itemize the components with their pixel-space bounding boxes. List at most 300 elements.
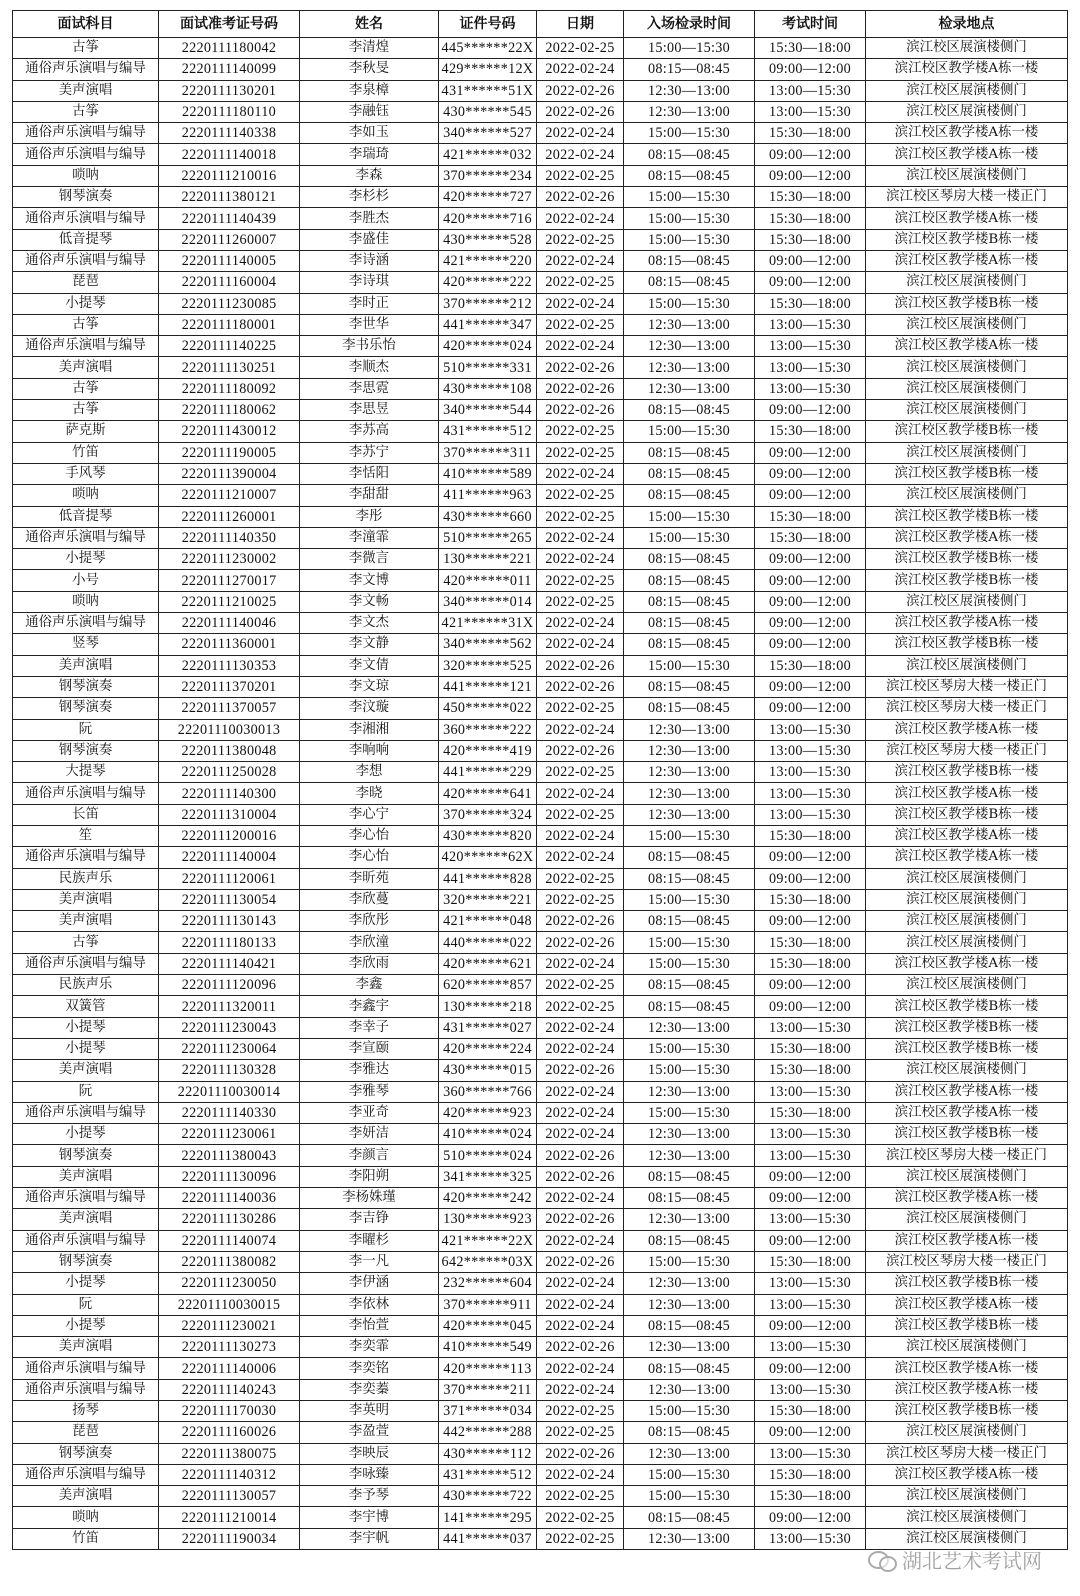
cell-checkin-location: 滨江校区展演楼侧门 bbox=[866, 442, 1068, 463]
cell-subject: 钢琴演奏 bbox=[13, 1443, 159, 1464]
cell-id-number: 410******549 bbox=[439, 1337, 537, 1358]
cell-date: 2022-02-24 bbox=[537, 1315, 624, 1336]
cell-date: 2022-02-25 bbox=[537, 996, 624, 1017]
cell-exam-time: 13:00—15:30 bbox=[755, 740, 866, 761]
header-subject: 面试科目 bbox=[13, 11, 159, 38]
cell-date: 2022-02-25 bbox=[537, 314, 624, 335]
cell-checkin-time: 08:15—08:45 bbox=[624, 272, 755, 293]
cell-subject: 美声演唱 bbox=[13, 1060, 159, 1081]
cell-subject: 通俗声乐演唱与编导 bbox=[13, 336, 159, 357]
table-row bbox=[13, 655, 1068, 676]
cell-ticket-number: 2220111130143 bbox=[159, 911, 300, 932]
table-row bbox=[13, 506, 1068, 527]
table-row bbox=[13, 1209, 1068, 1230]
cell-checkin-time: 08:15—08:45 bbox=[624, 165, 755, 186]
cell-date: 2022-02-25 bbox=[537, 698, 624, 719]
table-row bbox=[13, 591, 1068, 612]
cell-exam-time: 09:00—12:00 bbox=[755, 996, 866, 1017]
cell-name: 李心怡 bbox=[300, 847, 439, 868]
cell-checkin-time: 08:15—08:45 bbox=[624, 570, 755, 591]
cell-checkin-location: 滨江校区展演楼侧门 bbox=[866, 932, 1068, 953]
cell-id-number: 370******324 bbox=[439, 804, 537, 825]
cell-id-number: 620******857 bbox=[439, 975, 537, 996]
cell-subject: 钢琴演奏 bbox=[13, 1145, 159, 1166]
cell-name: 李盛佳 bbox=[300, 229, 439, 250]
cell-checkin-location: 滨江校区琴房大楼一楼正门 bbox=[866, 1443, 1068, 1464]
cell-exam-time: 15:30—18:00 bbox=[755, 123, 866, 144]
cell-checkin-time: 12:30—13:00 bbox=[624, 1124, 755, 1145]
cell-id-number: 370******234 bbox=[439, 165, 537, 186]
cell-checkin-time: 12:30—13:00 bbox=[624, 357, 755, 378]
cell-checkin-time: 12:30—13:00 bbox=[624, 101, 755, 122]
cell-exam-time: 09:00—12:00 bbox=[755, 144, 866, 165]
cell-exam-time: 13:00—15:30 bbox=[755, 1337, 866, 1358]
table-row bbox=[13, 1060, 1068, 1081]
cell-name: 李胜杰 bbox=[300, 208, 439, 229]
cell-subject: 小号 bbox=[13, 570, 159, 591]
cell-subject: 民族声乐 bbox=[13, 975, 159, 996]
cell-subject: 小提琴 bbox=[13, 1038, 159, 1059]
cell-exam-time: 13:00—15:30 bbox=[755, 80, 866, 101]
cell-ticket-number: 2220111130201 bbox=[159, 80, 300, 101]
cell-date: 2022-02-24 bbox=[537, 953, 624, 974]
cell-ticket-number: 2220111140439 bbox=[159, 208, 300, 229]
cell-name: 李彤 bbox=[300, 506, 439, 527]
cell-checkin-time: 08:15—08:45 bbox=[624, 463, 755, 484]
cell-checkin-location: 滨江校区教学楼B栋一楼 bbox=[866, 570, 1068, 591]
table-row bbox=[13, 314, 1068, 335]
cell-id-number: 421******048 bbox=[439, 911, 537, 932]
cell-id-number: 420******923 bbox=[439, 1102, 537, 1123]
cell-exam-time: 13:00—15:30 bbox=[755, 101, 866, 122]
cell-name: 李英明 bbox=[300, 1401, 439, 1422]
cell-checkin-time: 08:15—08:45 bbox=[624, 59, 755, 80]
cell-exam-time: 15:30—18:00 bbox=[755, 1060, 866, 1081]
cell-checkin-time: 08:15—08:45 bbox=[624, 1188, 755, 1209]
cell-subject: 唢呐 bbox=[13, 165, 159, 186]
cell-checkin-time: 12:30—13:00 bbox=[624, 1294, 755, 1315]
cell-id-number: 431******512 bbox=[439, 1464, 537, 1485]
cell-name: 李微言 bbox=[300, 549, 439, 570]
table-row bbox=[13, 250, 1068, 271]
cell-checkin-location: 滨江校区教学楼B栋一楼 bbox=[866, 1124, 1068, 1145]
cell-exam-time: 09:00—12:00 bbox=[755, 1358, 866, 1379]
cell-exam-time: 15:30—18:00 bbox=[755, 1251, 866, 1272]
cell-name: 李时正 bbox=[300, 293, 439, 314]
cell-date: 2022-02-26 bbox=[537, 1166, 624, 1187]
cell-exam-time: 13:00—15:30 bbox=[755, 1443, 866, 1464]
cell-checkin-location: 滨江校区展演楼侧门 bbox=[866, 314, 1068, 335]
cell-date: 2022-02-24 bbox=[537, 208, 624, 229]
cell-exam-time: 13:00—15:30 bbox=[755, 1017, 866, 1038]
cell-date: 2022-02-24 bbox=[537, 634, 624, 655]
wechat-icon bbox=[868, 1549, 896, 1571]
table-row bbox=[13, 932, 1068, 953]
table-row bbox=[13, 208, 1068, 229]
cell-subject: 小提琴 bbox=[13, 1315, 159, 1336]
cell-checkin-time: 15:00—15:30 bbox=[624, 38, 755, 59]
table-row bbox=[13, 1081, 1068, 1102]
cell-ticket-number: 2220111160004 bbox=[159, 272, 300, 293]
cell-subject: 古筝 bbox=[13, 378, 159, 399]
cell-checkin-time: 08:15—08:45 bbox=[624, 250, 755, 271]
cell-date: 2022-02-26 bbox=[537, 80, 624, 101]
cell-name: 李欣蔓 bbox=[300, 889, 439, 910]
cell-id-number: 431******51X bbox=[439, 80, 537, 101]
cell-exam-time: 15:30—18:00 bbox=[755, 825, 866, 846]
table-row bbox=[13, 1102, 1068, 1123]
cell-date: 2022-02-24 bbox=[537, 783, 624, 804]
table-row bbox=[13, 165, 1068, 186]
cell-ticket-number: 2220111380043 bbox=[159, 1145, 300, 1166]
cell-exam-time: 15:30—18:00 bbox=[755, 506, 866, 527]
cell-ticket-number: 2220111190005 bbox=[159, 442, 300, 463]
table-row bbox=[13, 336, 1068, 357]
cell-checkin-location: 滨江校区教学楼A栋一楼 bbox=[866, 825, 1068, 846]
table-row bbox=[13, 1188, 1068, 1209]
cell-exam-time: 09:00—12:00 bbox=[755, 442, 866, 463]
cell-ticket-number: 2220111140018 bbox=[159, 144, 300, 165]
cell-exam-time: 09:00—12:00 bbox=[755, 1422, 866, 1443]
cell-checkin-location: 滨江校区教学楼B栋一楼 bbox=[866, 996, 1068, 1017]
cell-exam-time: 09:00—12:00 bbox=[755, 1507, 866, 1528]
cell-checkin-location: 滨江校区展演楼侧门 bbox=[866, 1422, 1068, 1443]
cell-checkin-location: 滨江校区教学楼B栋一楼 bbox=[866, 762, 1068, 783]
cell-checkin-location: 滨江校区琴房大楼一楼正门 bbox=[866, 1251, 1068, 1272]
cell-subject: 阮 bbox=[13, 1294, 159, 1315]
cell-id-number: 370******212 bbox=[439, 293, 537, 314]
cell-checkin-time: 12:30—13:00 bbox=[624, 1273, 755, 1294]
cell-subject: 通俗声乐演唱与编导 bbox=[13, 953, 159, 974]
cell-checkin-location: 滨江校区教学楼B栋一楼 bbox=[866, 506, 1068, 527]
cell-ticket-number: 2220111140004 bbox=[159, 847, 300, 868]
cell-date: 2022-02-26 bbox=[537, 1145, 624, 1166]
cell-date: 2022-02-24 bbox=[537, 719, 624, 740]
cell-date: 2022-02-24 bbox=[537, 293, 624, 314]
cell-checkin-time: 08:15—08:45 bbox=[624, 144, 755, 165]
cell-name: 李亚奇 bbox=[300, 1102, 439, 1123]
table-row bbox=[13, 825, 1068, 846]
cell-checkin-location: 滨江校区教学楼B栋一楼 bbox=[866, 804, 1068, 825]
cell-name: 李鑫 bbox=[300, 975, 439, 996]
cell-name: 李潼霏 bbox=[300, 527, 439, 548]
cell-checkin-location: 滨江校区教学楼A栋一楼 bbox=[866, 1379, 1068, 1400]
cell-exam-time: 09:00—12:00 bbox=[755, 463, 866, 484]
cell-date: 2022-02-25 bbox=[537, 975, 624, 996]
cell-ticket-number: 2220111140046 bbox=[159, 613, 300, 634]
cell-ticket-number: 2220111230050 bbox=[159, 1273, 300, 1294]
cell-ticket-number: 2220111140243 bbox=[159, 1379, 300, 1400]
cell-name: 李世华 bbox=[300, 314, 439, 335]
cell-id-number: 431******512 bbox=[439, 421, 537, 442]
cell-checkin-time: 12:30—13:00 bbox=[624, 336, 755, 357]
table-row bbox=[13, 996, 1068, 1017]
cell-ticket-number: 2220111140330 bbox=[159, 1102, 300, 1123]
cell-checkin-time: 08:15—08:45 bbox=[624, 868, 755, 889]
cell-ticket-number: 2220111310004 bbox=[159, 804, 300, 825]
cell-subject: 通俗声乐演唱与编导 bbox=[13, 1379, 159, 1400]
cell-ticket-number: 2220111260007 bbox=[159, 229, 300, 250]
cell-checkin-time: 12:30—13:00 bbox=[624, 1145, 755, 1166]
cell-date: 2022-02-25 bbox=[537, 804, 624, 825]
cell-id-number: 450******022 bbox=[439, 698, 537, 719]
cell-date: 2022-02-24 bbox=[537, 336, 624, 357]
cell-exam-time: 09:00—12:00 bbox=[755, 911, 866, 932]
cell-checkin-location: 滨江校区教学楼A栋一楼 bbox=[866, 1230, 1068, 1251]
cell-name: 李宣颐 bbox=[300, 1038, 439, 1059]
table-row bbox=[13, 783, 1068, 804]
cell-checkin-location: 滨江校区展演楼侧门 bbox=[866, 38, 1068, 59]
cell-ticket-number: 2220111320011 bbox=[159, 996, 300, 1017]
cell-ticket-number: 2220111230061 bbox=[159, 1124, 300, 1145]
table-row bbox=[13, 847, 1068, 868]
header-id-number: 证件号码 bbox=[439, 11, 537, 38]
cell-checkin-location: 滨江校区教学楼A栋一楼 bbox=[866, 953, 1068, 974]
cell-ticket-number: 2220111210025 bbox=[159, 591, 300, 612]
table-row bbox=[13, 570, 1068, 591]
cell-checkin-location: 滨江校区教学楼A栋一楼 bbox=[866, 1081, 1068, 1102]
cell-exam-time: 15:30—18:00 bbox=[755, 655, 866, 676]
cell-checkin-time: 12:30—13:00 bbox=[624, 314, 755, 335]
cell-checkin-time: 12:30—13:00 bbox=[624, 719, 755, 740]
cell-name: 李依林 bbox=[300, 1294, 439, 1315]
cell-name: 李曜杉 bbox=[300, 1230, 439, 1251]
table-row bbox=[13, 1294, 1068, 1315]
cell-date: 2022-02-26 bbox=[537, 187, 624, 208]
cell-checkin-time: 15:00—15:30 bbox=[624, 655, 755, 676]
cell-date: 2022-02-25 bbox=[537, 38, 624, 59]
cell-checkin-time: 15:00—15:30 bbox=[624, 825, 755, 846]
cell-id-number: 420******045 bbox=[439, 1315, 537, 1336]
cell-id-number: 441******347 bbox=[439, 314, 537, 335]
cell-name: 李响响 bbox=[300, 740, 439, 761]
cell-subject: 美声演唱 bbox=[13, 1209, 159, 1230]
cell-name: 李妍洁 bbox=[300, 1124, 439, 1145]
cell-checkin-location: 滨江校区教学楼B栋一楼 bbox=[866, 293, 1068, 314]
cell-name: 李伊涵 bbox=[300, 1273, 439, 1294]
table-row bbox=[13, 1038, 1068, 1059]
cell-name: 李如玉 bbox=[300, 123, 439, 144]
table-row bbox=[13, 762, 1068, 783]
header-checkin-location: 检录地点 bbox=[866, 11, 1068, 38]
cell-date: 2022-02-24 bbox=[537, 463, 624, 484]
cell-checkin-location: 滨江校区教学楼B栋一楼 bbox=[866, 229, 1068, 250]
cell-id-number: 441******828 bbox=[439, 868, 537, 889]
cell-date: 2022-02-26 bbox=[537, 357, 624, 378]
cell-date: 2022-02-24 bbox=[537, 1124, 624, 1145]
cell-name: 李杉杉 bbox=[300, 187, 439, 208]
cell-name: 李想 bbox=[300, 762, 439, 783]
cell-checkin-time: 08:15—08:45 bbox=[624, 442, 755, 463]
header-date: 日期 bbox=[537, 11, 624, 38]
cell-id-number: 440******022 bbox=[439, 932, 537, 953]
cell-name: 李森 bbox=[300, 165, 439, 186]
cell-name: 李书乐怡 bbox=[300, 336, 439, 357]
cell-ticket-number: 2220111180133 bbox=[159, 932, 300, 953]
cell-checkin-location: 滨江校区教学楼A栋一楼 bbox=[866, 847, 1068, 868]
cell-exam-time: 09:00—12:00 bbox=[755, 1166, 866, 1187]
cell-checkin-location: 滨江校区教学楼B栋一楼 bbox=[866, 1315, 1068, 1336]
cell-checkin-location: 滨江校区展演楼侧门 bbox=[866, 1507, 1068, 1528]
cell-ticket-number: 2220111380121 bbox=[159, 187, 300, 208]
cell-name: 李宇帆 bbox=[300, 1528, 439, 1549]
cell-checkin-location: 滨江校区展演楼侧门 bbox=[866, 1528, 1068, 1549]
cell-name: 李奕霏 bbox=[300, 1337, 439, 1358]
cell-id-number: 420******224 bbox=[439, 1038, 537, 1059]
cell-subject: 小提琴 bbox=[13, 1124, 159, 1145]
table-row bbox=[13, 1251, 1068, 1272]
cell-ticket-number: 22201110030015 bbox=[159, 1294, 300, 1315]
cell-id-number: 360******766 bbox=[439, 1081, 537, 1102]
cell-ticket-number: 2220111140225 bbox=[159, 336, 300, 357]
table-row bbox=[13, 1315, 1068, 1336]
cell-checkin-time: 12:30—13:00 bbox=[624, 762, 755, 783]
cell-date: 2022-02-26 bbox=[537, 655, 624, 676]
cell-exam-time: 09:00—12:00 bbox=[755, 272, 866, 293]
cell-date: 2022-02-24 bbox=[537, 847, 624, 868]
cell-subject: 美声演唱 bbox=[13, 1166, 159, 1187]
table-row bbox=[13, 804, 1068, 825]
cell-checkin-time: 15:00—15:30 bbox=[624, 953, 755, 974]
cell-ticket-number: 2220111130251 bbox=[159, 357, 300, 378]
cell-id-number: 370******211 bbox=[439, 1379, 537, 1400]
cell-exam-time: 09:00—12:00 bbox=[755, 570, 866, 591]
cell-exam-time: 13:00—15:30 bbox=[755, 762, 866, 783]
cell-subject: 民族声乐 bbox=[13, 868, 159, 889]
cell-date: 2022-02-26 bbox=[537, 400, 624, 421]
cell-date: 2022-02-24 bbox=[537, 1464, 624, 1485]
cell-id-number: 429******12X bbox=[439, 59, 537, 80]
cell-name: 李怡萱 bbox=[300, 1315, 439, 1336]
cell-date: 2022-02-24 bbox=[537, 123, 624, 144]
cell-name: 李诗琪 bbox=[300, 272, 439, 293]
cell-checkin-location: 滨江校区展演楼侧门 bbox=[866, 400, 1068, 421]
cell-checkin-location: 滨江校区琴房大楼一楼正门 bbox=[866, 698, 1068, 719]
cell-id-number: 370******911 bbox=[439, 1294, 537, 1315]
cell-id-number: 420******727 bbox=[439, 187, 537, 208]
cell-exam-time: 09:00—12:00 bbox=[755, 1188, 866, 1209]
cell-ticket-number: 2220111380082 bbox=[159, 1251, 300, 1272]
table-row bbox=[13, 123, 1068, 144]
cell-exam-time: 13:00—15:30 bbox=[755, 1294, 866, 1315]
cell-id-number: 421******220 bbox=[439, 250, 537, 271]
cell-ticket-number: 2220111140338 bbox=[159, 123, 300, 144]
cell-checkin-location: 滨江校区展演楼侧门 bbox=[866, 101, 1068, 122]
cell-ticket-number: 2220111390004 bbox=[159, 463, 300, 484]
cell-name: 李奕蓁 bbox=[300, 1379, 439, 1400]
cell-name: 李欣雨 bbox=[300, 953, 439, 974]
cell-subject: 小提琴 bbox=[13, 1017, 159, 1038]
cell-ticket-number: 2220111230021 bbox=[159, 1315, 300, 1336]
cell-id-number: 340******562 bbox=[439, 634, 537, 655]
watermark-text: 湖北艺术考试网 bbox=[902, 1549, 1042, 1573]
cell-exam-time: 09:00—12:00 bbox=[755, 250, 866, 271]
cell-exam-time: 15:30—18:00 bbox=[755, 208, 866, 229]
cell-exam-time: 13:00—15:30 bbox=[755, 378, 866, 399]
cell-ticket-number: 2220111140036 bbox=[159, 1188, 300, 1209]
cell-subject: 琵琶 bbox=[13, 272, 159, 293]
cell-id-number: 340******014 bbox=[439, 591, 537, 612]
table-row bbox=[13, 549, 1068, 570]
cell-checkin-location: 滨江校区展演楼侧门 bbox=[866, 272, 1068, 293]
cell-exam-time: 09:00—12:00 bbox=[755, 591, 866, 612]
cell-ticket-number: 2220111170030 bbox=[159, 1401, 300, 1422]
cell-date: 2022-02-25 bbox=[537, 889, 624, 910]
cell-date: 2022-02-24 bbox=[537, 527, 624, 548]
cell-checkin-location: 滨江校区教学楼B栋一楼 bbox=[866, 1401, 1068, 1422]
cell-id-number: 420******62X bbox=[439, 847, 537, 868]
cell-name: 李雅琴 bbox=[300, 1081, 439, 1102]
cell-ticket-number: 2220111190034 bbox=[159, 1528, 300, 1549]
cell-ticket-number: 2220111120096 bbox=[159, 975, 300, 996]
cell-date: 2022-02-26 bbox=[537, 1443, 624, 1464]
cell-checkin-location: 滨江校区教学楼A栋一楼 bbox=[866, 144, 1068, 165]
cell-exam-time: 09:00—12:00 bbox=[755, 400, 866, 421]
cell-exam-time: 09:00—12:00 bbox=[755, 676, 866, 697]
cell-id-number: 421******22X bbox=[439, 1230, 537, 1251]
cell-exam-time: 13:00—15:30 bbox=[755, 1145, 866, 1166]
cell-ticket-number: 2220111130096 bbox=[159, 1166, 300, 1187]
cell-name: 李一凡 bbox=[300, 1251, 439, 1272]
cell-id-number: 360******222 bbox=[439, 719, 537, 740]
cell-ticket-number: 2220111130328 bbox=[159, 1060, 300, 1081]
cell-ticket-number: 22201110030013 bbox=[159, 719, 300, 740]
cell-checkin-location: 滨江校区教学楼A栋一楼 bbox=[866, 1464, 1068, 1485]
cell-exam-time: 15:30—18:00 bbox=[755, 1102, 866, 1123]
cell-checkin-location: 滨江校区教学楼A栋一楼 bbox=[866, 719, 1068, 740]
cell-date: 2022-02-24 bbox=[537, 549, 624, 570]
cell-ticket-number: 2220111230085 bbox=[159, 293, 300, 314]
cell-name: 李幸子 bbox=[300, 1017, 439, 1038]
cell-checkin-location: 滨江校区展演楼侧门 bbox=[866, 868, 1068, 889]
cell-ticket-number: 2220111130057 bbox=[159, 1486, 300, 1507]
cell-subject: 通俗声乐演唱与编导 bbox=[13, 847, 159, 868]
cell-checkin-location: 滨江校区琴房大楼一楼正门 bbox=[866, 740, 1068, 761]
cell-subject: 古筝 bbox=[13, 932, 159, 953]
cell-checkin-time: 08:15—08:45 bbox=[624, 676, 755, 697]
cell-id-number: 441******121 bbox=[439, 676, 537, 697]
cell-checkin-time: 08:15—08:45 bbox=[624, 549, 755, 570]
cell-checkin-location: 滨江校区教学楼A栋一楼 bbox=[866, 1294, 1068, 1315]
cell-subject: 低音提琴 bbox=[13, 506, 159, 527]
table-row bbox=[13, 1358, 1068, 1379]
cell-exam-time: 15:30—18:00 bbox=[755, 1486, 866, 1507]
cell-ticket-number: 2220111230043 bbox=[159, 1017, 300, 1038]
table-row bbox=[13, 187, 1068, 208]
cell-checkin-time: 08:15—08:45 bbox=[624, 975, 755, 996]
cell-ticket-number: 2220111140312 bbox=[159, 1464, 300, 1485]
cell-checkin-time: 15:00—15:30 bbox=[624, 506, 755, 527]
cell-exam-time: 13:00—15:30 bbox=[755, 1124, 866, 1145]
table-row bbox=[13, 889, 1068, 910]
cell-checkin-time: 15:00—15:30 bbox=[624, 889, 755, 910]
cell-ticket-number: 2220111140300 bbox=[159, 783, 300, 804]
cell-name: 李文畅 bbox=[300, 591, 439, 612]
cell-exam-time: 09:00—12:00 bbox=[755, 698, 866, 719]
cell-id-number: 430******660 bbox=[439, 506, 537, 527]
table-row bbox=[13, 80, 1068, 101]
cell-date: 2022-02-24 bbox=[537, 1188, 624, 1209]
cell-ticket-number: 2220111380048 bbox=[159, 740, 300, 761]
cell-checkin-location: 滨江校区展演楼侧门 bbox=[866, 655, 1068, 676]
cell-ticket-number: 2220111180062 bbox=[159, 400, 300, 421]
cell-date: 2022-02-25 bbox=[537, 868, 624, 889]
cell-ticket-number: 2220111260001 bbox=[159, 506, 300, 527]
header-ticket-number: 面试准考证号码 bbox=[159, 11, 300, 38]
table-row bbox=[13, 1166, 1068, 1187]
cell-date: 2022-02-25 bbox=[537, 1507, 624, 1528]
cell-ticket-number: 2220111180001 bbox=[159, 314, 300, 335]
